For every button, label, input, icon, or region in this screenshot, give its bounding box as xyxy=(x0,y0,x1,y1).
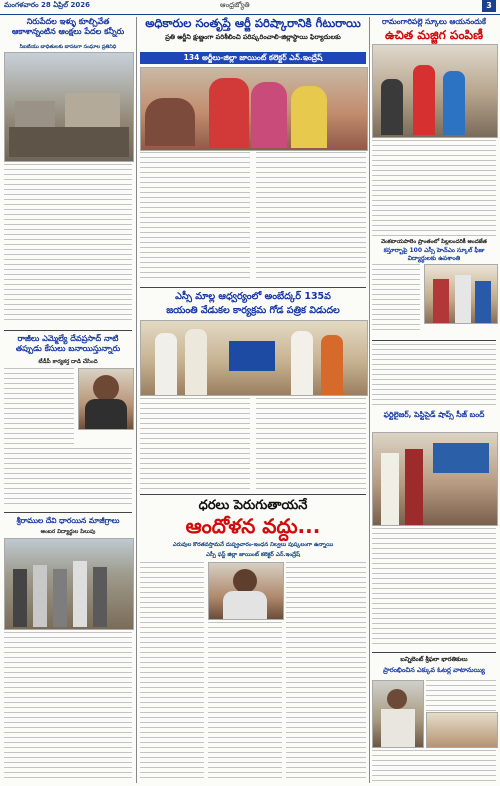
left-top-body-text xyxy=(4,164,132,324)
person-figure xyxy=(209,78,249,148)
shop-sign xyxy=(433,443,489,473)
person-figure xyxy=(33,565,47,627)
left-lower-body-text xyxy=(4,632,132,782)
person-figure xyxy=(13,569,27,627)
voter-photo-left xyxy=(372,680,424,748)
column-rule xyxy=(369,17,370,783)
page-number: 3 xyxy=(482,0,496,12)
left-top-subhead: సిఐటియు బాధితులకు బాసటగా సంఘాల ప్రతినిధి xyxy=(19,44,117,50)
rubble-shape xyxy=(9,127,129,157)
students-rally-photo xyxy=(4,538,134,630)
left-lower-headline: శ్రీరాముల దేవి ధారయిన మాజీగ్రాలు xyxy=(16,516,120,525)
right-top-body-text xyxy=(372,140,496,236)
shirt-shape xyxy=(381,709,415,747)
center-mid-body-col2 xyxy=(256,398,366,490)
right-lower-kicker: బన్నిబెంట్ శ్రీఫలా భారతికులు xyxy=(400,656,468,663)
person-figure xyxy=(291,331,313,395)
center-lower-body-col1 xyxy=(140,562,204,782)
center-lower-headline: ఆందోళన వద్దు... xyxy=(185,514,321,538)
person-figure xyxy=(185,329,207,395)
rubble-shape xyxy=(65,93,120,127)
section-rule xyxy=(4,330,132,331)
center-mid-kicker: ఎస్సీ మాల్ల ఆధ్వర్యంలో అంబేద్కర్ 135వ xyxy=(175,291,331,302)
ambedkar-poster-photo xyxy=(140,320,368,396)
person-figure xyxy=(433,279,449,323)
person-figure xyxy=(145,98,195,146)
person-figure xyxy=(381,79,403,135)
collector-photo xyxy=(208,562,284,620)
rubble-shape xyxy=(15,101,55,127)
center-lower-kicker: ధరలు పెరుగుతాయనే xyxy=(198,498,308,513)
center-top-band: 134 అర్జీలు-జిల్లా జాయింట్ కలెక్టర్ ఎన్.ఇంద్రేష్ xyxy=(140,52,366,64)
grievance-meeting-photo xyxy=(140,67,368,151)
left-top-headline: నిరుపేదల ఇళ్ళు కూల్చివేత ఆకాశాన్నంటిన ఆంక్షలు పేదల కన్నీరు xyxy=(11,17,125,36)
person-figure xyxy=(251,82,287,148)
person-figure xyxy=(475,281,491,323)
right-top-subhead-3: కస్తూర్బాపై 100 ఎస్సీ హెచ్ఎం స్కూల్ ఫీజు విద్యార్థులకు ఉపశాంతి xyxy=(383,247,485,262)
center-lower-subhead-2: ఎస్పీ ఫస్ట్ జిల్లా జాయింట్ కలెక్టర్ ఎన్.ఇంద్రేష్ xyxy=(206,552,300,558)
center-lower-body-col3 xyxy=(286,562,366,782)
center-mid-body-col1 xyxy=(140,398,250,490)
face-shape xyxy=(387,689,407,709)
voter-photo-right xyxy=(426,712,498,748)
demolition-photo xyxy=(4,52,134,162)
center-lower-body-col2 xyxy=(208,622,282,782)
person-figure xyxy=(73,561,87,627)
section-rule xyxy=(372,340,496,341)
left-mid-headline: రాజీలు ఎమ్మెల్యే దేవప్రసాద్ నాటి తప్పుడు కేసులు బనాయిస్తున్నారు xyxy=(15,334,121,353)
person-figure xyxy=(291,86,327,148)
right-top-kicker: రామంగారిపల్లె స్కూలు ఆయనందుకే xyxy=(382,17,486,26)
section-rule xyxy=(140,494,366,495)
left-mid-body-col xyxy=(4,368,74,444)
person-figure xyxy=(413,65,435,135)
center-top-body-col1 xyxy=(140,152,250,282)
right-top-subhead-2: వెంకటాయపాలెం ప్రాంతంలో పిల్లలందరికీ అందజేత xyxy=(381,239,487,245)
poster-shape xyxy=(229,341,275,371)
person-figure xyxy=(53,569,67,627)
mla-portrait-photo xyxy=(78,368,134,430)
center-top-subhead: ప్రతి అర్జీని క్షుణ్ణంగా పరిశీలించి పరిష్కరించాలి-జిల్లాస్థాయి ఫిర్యాదులకు xyxy=(165,33,341,41)
center-mid-headline: జయంతి వేడుకల కార్యక్రమ గోడ పత్రిక విడుదల xyxy=(166,305,340,316)
edition-date: మంగళవారం 28 ఏప్రిల్ 2026 xyxy=(4,1,91,9)
center-lower-subhead: ఎరువుల కొరతవస్తామనే దుష్ప్రచారం-ఇంధన నిల్వలు పుష్కలంగా ఉన్నాయి xyxy=(172,542,334,548)
center-top-headline: అధికారుల సంతృప్తే ఆర్జీ పరిష్కారానికి గీటురాయి xyxy=(145,16,361,30)
center-top-body-col2 xyxy=(256,152,366,282)
buttermilk-distribution-photo xyxy=(372,44,498,138)
right-mid-headline: ఫర్టిలైజర్, పెస్టిసైడ్ షాప్స్ సీజ్ బంద్ xyxy=(383,410,485,419)
person-figure xyxy=(321,335,343,395)
paper-brand: ఆంధ్రజ్యోతి xyxy=(220,1,250,9)
person-figure xyxy=(381,453,399,525)
right-top-headline: ఉచిత మజ్జిగ పంపిణీ xyxy=(385,28,483,42)
shop-seizure-photo xyxy=(372,432,498,526)
section-rule xyxy=(140,287,366,288)
right-top-body-col1 xyxy=(372,264,420,334)
certificate-photo xyxy=(424,264,498,324)
right-mid-body-text xyxy=(372,344,496,406)
section-rule xyxy=(4,512,132,513)
shirt-shape xyxy=(223,591,267,619)
left-mid-subhead: టీడీపీ కార్యకర్త దాడి చేసింది xyxy=(38,359,98,365)
left-mid-body-text xyxy=(4,448,132,508)
person-figure xyxy=(443,71,465,135)
person-figure xyxy=(93,567,107,627)
right-lower-headline: ప్రారంభించిన ఎక్కువ ఓటర్ల వాటానుయ్యి xyxy=(383,666,485,674)
right-lower-body-text xyxy=(372,750,496,782)
shirt-shape xyxy=(85,399,127,429)
person-figure xyxy=(405,449,423,525)
right-mid-body-text-2 xyxy=(372,528,496,648)
face-shape xyxy=(233,569,257,593)
left-lower-subhead: అంబర విద్యార్థుల పిలుపు xyxy=(40,529,96,535)
person-figure xyxy=(155,333,177,395)
face-shape xyxy=(93,375,119,401)
column-rule xyxy=(136,17,137,783)
section-rule xyxy=(372,652,496,653)
masthead xyxy=(0,0,500,15)
person-figure xyxy=(455,275,471,323)
